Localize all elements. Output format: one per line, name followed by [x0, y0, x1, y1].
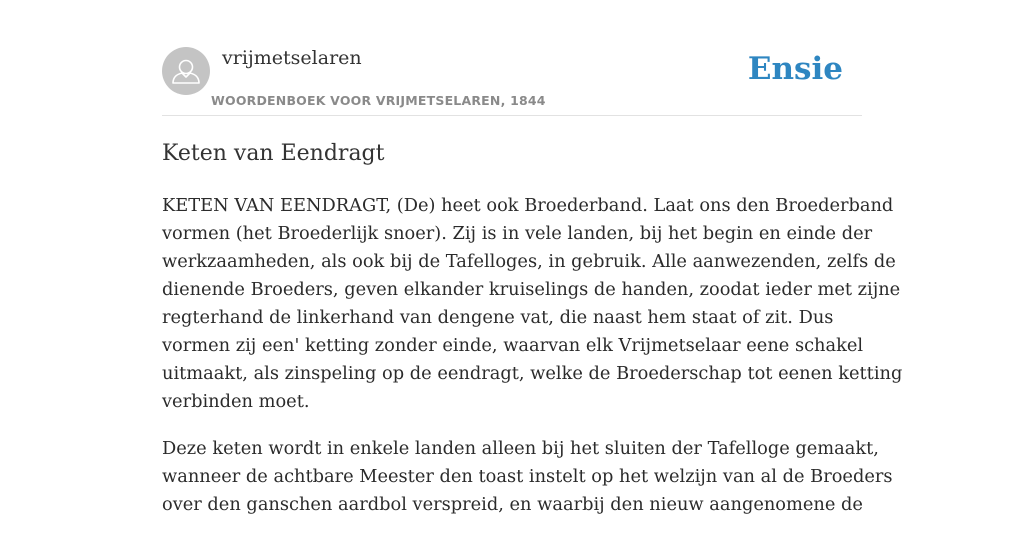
page-container	[162, 0, 903, 515]
paragraph	[162, 435, 893, 519]
article-header	[162, 0, 862, 116]
text-line: wanneer de achtbare Meester den toast instelt op het welzijn van al de Broeders	[162, 466, 893, 487]
text-line: dienende Broeders, geven elkander kruiselings de handen, zoodat ieder met zijne	[162, 279, 901, 300]
text-line: KETEN VAN EENDRAGT, (De) heet ook Broederband. Laat ons den Broederband	[162, 195, 894, 216]
text-line: vormen zij een' ketting zonder einde, waarvan elk Vrijmetselaar eene schakel	[162, 335, 864, 356]
text-line: uitmaakt, als zinspeling op de eendragt, welke de Broederschap tot eenen ketting	[162, 363, 903, 384]
user-silhouette-icon	[162, 47, 210, 95]
ensie-logo[interactable]: Ensie	[747, 51, 843, 87]
text-line: verbinden moet.	[162, 391, 310, 412]
article-body	[162, 192, 903, 538]
text-line: vormen (het Broederlijk snoer). Zij is in vele landen, bij het begin en einde der	[162, 223, 873, 244]
article-title: Keten van Eendragt	[162, 141, 385, 166]
text-line: over den ganschen aardbol verspreid, en waarbij den nieuw aangenomene de	[162, 494, 863, 515]
source-label[interactable]: WOORDENBOEK VOOR VRIJMETSELAREN, 1844	[211, 93, 546, 108]
text-line: regterhand de linkerhand van dengene vat, die naast hem staat of zit. Dus	[162, 307, 834, 328]
text-line: Deze keten wordt in enkele landen alleen bij het sluiten der Tafelloge gemaakt,	[162, 438, 879, 459]
author-name[interactable]: vrijmetselaren	[222, 47, 362, 69]
text-line: werkzaamheden, als ook bij de Tafelloges, in gebruik. Alle aanwezenden, zelfs de	[162, 251, 896, 272]
avatar[interactable]	[162, 47, 210, 95]
paragraph	[162, 192, 903, 416]
